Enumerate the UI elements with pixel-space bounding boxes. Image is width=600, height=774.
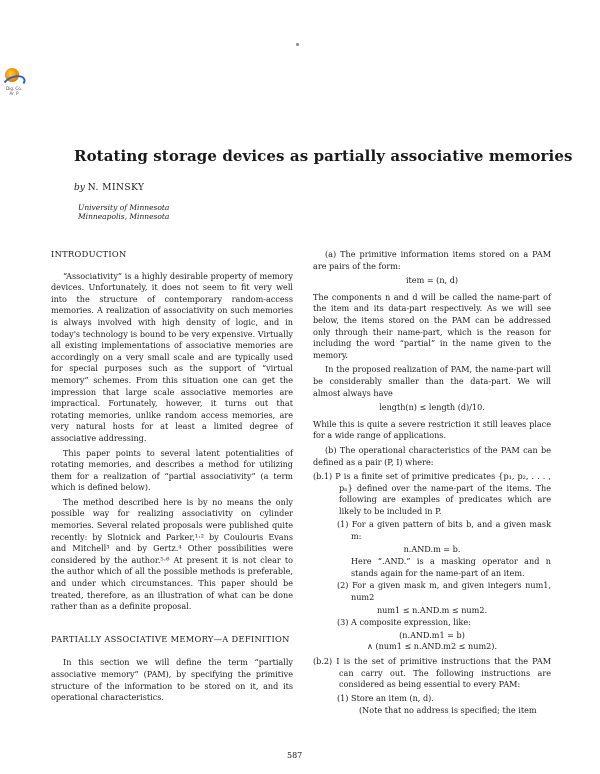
- scan-speck: [296, 43, 299, 46]
- logo-caption: Dig. Co. Ar. P: [6, 86, 22, 96]
- paragraph: “Associativity” is a highly desirable property of memory devices. Unfortunately, it does not seem to fit very well into the structure of contemporary random-access memories. A realization of associativity on such memories is always involved with high density of logic, and in today's technology is bound to be very expensive. Virtually all existing implementations of associative memories are accordingly on a very small scale and are typically used for special purposes such as the support of “virtual memory” schemes. From this situation one can get the impression that large scale associative memories are impractical. Fortunately, however, it turns out that rotating memories, unlike random access memories, are very natural hosts for at least a limited degree of associative addressing.: [51, 270, 293, 443]
- equation-mask: n.AND.m = b.: [403, 543, 461, 554]
- paragraph: In the proposed realization of PAM, the name-part will be considerably smaller than the data-part. We will almost always have: [313, 364, 551, 398]
- list-item-b1-1-note: Here “.AND.” is a masking operator and n stands again for the name-part of an item.: [351, 556, 551, 578]
- affiliation: [78, 203, 169, 221]
- list-item-b1-1: (1) For a given pattern of bits b, and a given mask m:: [337, 519, 551, 542]
- byline-prefix: by: [74, 183, 85, 193]
- paper-title: Rotating storage devices as partially associative memories: [74, 147, 573, 165]
- right-column: [313, 249, 551, 718]
- equation-item: item = (n, d): [405, 275, 459, 286]
- equation-range: num1 ≤ n.AND.m ≤ num2.: [376, 604, 488, 615]
- publisher-logo: [2, 68, 24, 98]
- equation-composite-2: ∧ (num1 ≤ n.AND.m2 ≤ num2).: [366, 641, 498, 652]
- section-heading-pam-definition: PARTIALLY ASSOCIATIVE MEMORY—A DEFINITION: [51, 633, 290, 644]
- equation-length: length(n) ≤ length (d)/10.: [379, 402, 485, 413]
- paragraph: While this is quite a severe restriction it still leaves place for a wide range of applications.: [313, 418, 551, 441]
- list-item-b2: (b.2) I is the set of primitive instructions that the PAM can carry out. The following instructions are considered as being essential to every PAM:: [313, 656, 551, 690]
- paragraph: This paper points to several latent potentialities of rotating memories, and describes a method for utilizing them for a realization of “partial associativity” (a term which is defined below).: [51, 447, 293, 493]
- list-item-b2-1-note: (Note that no address is specified; the item: [359, 705, 537, 716]
- page-number: 587: [287, 751, 303, 760]
- left-column: [51, 249, 293, 707]
- list-item-b1-3: (3) A composite expression, like:: [337, 617, 471, 628]
- list-item-b1: (b.1) P is a finite set of primitive predicates {p₁, p₂, . . . , pₙ} defined over the name-part of the items. The following are examples of predicates which are likely to be included in P.: [313, 471, 551, 516]
- equation-composite-1: (n.AND.m1 = b): [399, 629, 465, 640]
- affiliation-city: Minneapolis, Minnesota: [78, 212, 170, 221]
- section-heading-introduction: INTRODUCTION: [51, 249, 127, 259]
- list-item-b2-1: (1) Store an item (n, d).: [337, 692, 434, 703]
- paragraph: The method described here is by no means the only possible way for realizing associativity on cylinder memories. Several related proposals were published quite recently: by Slotnick and Parker,¹·² by Coulouris Evans and Mitchell³ and by Gertz.⁴ Other possibilities were considered by the author.⁵·⁶ At present it is not clear to the author which of all the possible methods is preferable, and under which circumstances. This paper should be treated, therefore, as an illustration of what can be done rather than as a definite proposal.: [51, 496, 293, 612]
- list-item-b1-2: (2) For a given mask m, and given integers num1, num2: [337, 580, 551, 603]
- paragraph: (b) The operational characteristics of the PAM can be defined as a pair (P, I) where:: [313, 444, 551, 467]
- affiliation-university: University of Minnesota: [78, 203, 170, 212]
- paragraph: (a) The primitive information items stored on a PAM are pairs of the form:: [313, 249, 551, 271]
- paragraph: The components n and d will be called the name-part of the item and its data-part respectively. As we will see below, the items stored on the PAM can be addressed only through their name-part, which is the reason for including the word “partial” in the name given to the memory.: [313, 291, 551, 360]
- author-name: N. MINSKY: [87, 183, 145, 193]
- byline: [74, 183, 145, 193]
- paragraph: In this section we will define the term “partially associative memory” (PAM), by specifying the primitive structure of the information to be stored on it, and its operational characteristics.: [51, 657, 293, 703]
